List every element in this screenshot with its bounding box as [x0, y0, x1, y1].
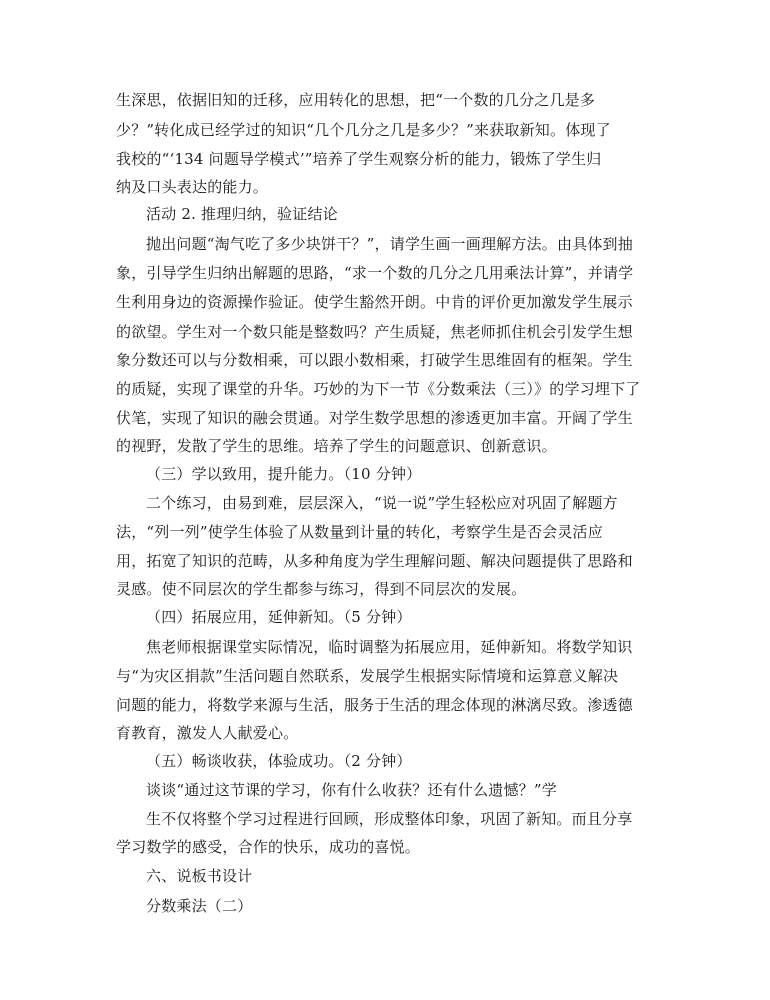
text-line: 象，引导学生归纳出解题的思路，“求一个数的几分之几用乘法计算”，并请学: [116, 264, 634, 282]
text-line: 谈谈“通过这节课的学习，你有什么收获？还有什么遗憾？”学: [146, 781, 557, 799]
text-line: 少？”转化成已经学过的知识“几个几分之几是多少？”来获取新知。体现了: [116, 121, 611, 139]
section-heading: 活动 2. 推理归纳，验证结论: [146, 205, 338, 223]
section-heading: （三）学以致用，提升能力。（10 分钟）: [146, 465, 422, 483]
text-line: 二个练习，由易到难，层层深入，“说一说”学生轻松应对巩固了解题方: [146, 494, 618, 512]
section-heading: 分数乘法（二）: [146, 897, 253, 915]
text-line: 的欲望。学生对一个数只能是整数吗？产生质疑，焦老师抓住机会引发学生想: [116, 323, 633, 341]
text-line: 灵感。使不同层次的学生都参与练习，得到不同层次的发展。: [116, 580, 527, 598]
text-line: 用，拓宽了知识的范畴，从多种角度为学生理解问题、解决问题提供了思路和: [116, 552, 633, 570]
text-line: 抛出问题“淘气吃了多少块饼干？”，请学生画一画理解方法。由具体到抽: [146, 235, 633, 253]
text-line: 生不仅将整个学习过程进行回顾，形成整体印象，巩固了新知。而且分享: [146, 810, 633, 828]
text-line: 与“为灾区捐款”生活问题自然联系，发展学生根据实际情境和运算意义解决: [116, 667, 619, 685]
text-line: 学习数学的感受，合作的快乐，成功的喜悦。: [116, 838, 421, 856]
text-line: 伏笔，实现了知识的融会贯通。对学生数学思想的渗透更加丰富。开阔了学生: [116, 409, 633, 427]
text-line: 纳及口头表达的能力。: [116, 178, 269, 196]
text-line: 生利用身边的资源操作验证。使学生豁然开朗。中肯的评价更加激发学生展示: [116, 293, 633, 311]
text-line: 育教育，激发人人献爱心。: [116, 724, 299, 742]
text-line: 生深思，依据旧知的迁移，应用转化的思想，把“一个数的几分之几是多: [116, 91, 596, 109]
section-heading: 六、说板书设计: [146, 867, 253, 885]
text-line: 问题的能力，将数学来源与生活，服务于生活的理念体现的淋漓尽致。渗透德: [116, 696, 633, 714]
text-line: 焦老师根据课堂实际情况，临时调整为拓展应用，延伸新知。将数学知识: [146, 638, 633, 656]
section-heading: （五）畅谈收获，体验成功。（2 分钟）: [146, 752, 412, 770]
text-line: 的视野，发散了学生的思维。培养了学生的问题意识、创新意识。: [116, 437, 557, 455]
text-line: 我校的“‘134 问题导学模式’”培养了学生观察分析的能力，锻炼了学生归: [116, 150, 602, 168]
text-line: 象分数还可以与分数相乘，可以跟小数相乘，打破学生思维固有的框架。学生: [116, 351, 633, 369]
text-line: 法，“列一列”使学生体验了从数量到计量的转化，考察学生是否会灵活应: [116, 523, 603, 541]
section-heading: （四）拓展应用，延伸新知。（5 分钟）: [146, 608, 412, 626]
text-line: 的质疑，实现了课堂的升华。巧妙的为下一节《分数乘法（三）》的学习埋下了: [116, 380, 641, 398]
